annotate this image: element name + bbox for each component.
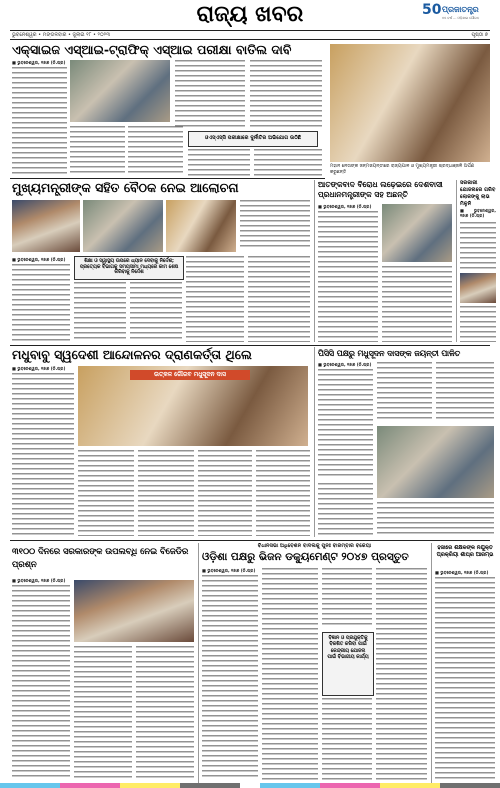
a3-headline: ମୁଖ୍ୟମନ୍ତ୍ରୀଙ୍କ ସହିତ ବୈଠକ ନେଇ ଆଲୋଚନା xyxy=(12,180,239,195)
a7-body-col4 xyxy=(318,483,373,536)
a4-headline: ଆତଙ୍କବାଦ ବିରୋଧ ଲଢ଼େଇରେ ଦେଶବାସୀ ପ୍ରଧାନମନ୍ତ୍ରୀଙ୍କ ସହ ଅଛନ୍ତି xyxy=(318,180,443,199)
a3-quote: ଶିକ୍ଷା ଓ ସ୍ୱାସ୍ଥ୍ୟ ଉପରେ ଧ୍ୟାନ ଦେବାକୁ ନିର୍ଦ୍ଦେଶ; ପ୍ରତ୍ୟେକ ବିଭାଗକୁ ସମୟସୀମା ମଧ୍ୟରେ କାମ ଶେଷ କରିବାକୁ ନିର୍ଦ୍ଦେଶ xyxy=(79,259,179,276)
a4-photo xyxy=(382,204,452,262)
a6-body-col2 xyxy=(78,450,134,536)
a3-body-col5 xyxy=(248,256,310,342)
a7-headline: ପିସିସି ପକ୍ଷରୁ ମଧୁସୂଦନ ଦାସଙ୍କ ଜୟନ୍ତୀ ପାଳିତ xyxy=(318,349,461,358)
a6-banner-text: ଉତ୍କଳ ଗୌରବ ମଧୁସୂଦନ ଦାସ xyxy=(154,371,226,378)
a10-byline: ■ ଭୁବନେଶ୍ୱର, ୧୭ା୭ (ନି.ପ୍ର) xyxy=(435,570,489,575)
page-title: ରାଜ୍ୟ ଖବର xyxy=(196,2,304,27)
a9-body-col2 xyxy=(262,568,318,780)
a8-body-col1 xyxy=(12,585,70,780)
a3-body-col1 xyxy=(12,264,70,342)
logo-number: 50 xyxy=(422,2,442,18)
a8-photo xyxy=(74,580,194,642)
a3-body-col4 xyxy=(186,256,244,342)
masthead xyxy=(0,0,500,30)
section-rule-2 xyxy=(10,345,490,346)
a1-body-col2 xyxy=(70,126,125,176)
a10-headline: ହଜାରେ ଶିକ୍ଷକଙ୍କ ନିଯୁକ୍ତି ପ୍ରକ୍ରିୟା ଶୀଘ୍ର ଆରମ୍ଭ xyxy=(436,545,494,559)
a3-body-col2 xyxy=(74,282,126,342)
a1-body-col7 xyxy=(254,149,322,176)
a7-body-col5 xyxy=(377,502,494,536)
col-divider-3 xyxy=(314,347,315,537)
a1-body-col4 xyxy=(175,60,245,128)
a3-photo-1 xyxy=(12,200,80,252)
a9-body-col1 xyxy=(202,575,258,780)
a1-highlight-box xyxy=(188,131,318,147)
a7-byline: ■ ଭୁବନେଶ୍ୱର, ୧୭ା୭ (ନି.ପ୍ର) xyxy=(318,362,372,367)
a1-byline: ■ ଭୁବନେଶ୍ୱର, ୧୭ା୭ (ନି.ପ୍ର) xyxy=(12,60,66,65)
a7-body-col3 xyxy=(436,362,494,422)
a4-byline: ■ ଭୁବନେଶ୍ୱର, ୧୭ା୭ (ନି.ପ୍ର) xyxy=(318,204,372,209)
a9-body-col3 xyxy=(322,568,372,628)
a5-body-col2 xyxy=(460,306,496,342)
a6-body-col3 xyxy=(138,450,194,536)
col-divider-2 xyxy=(456,180,457,342)
a8-headline: ୩୧୦୦ ଦିନରେ ସରକାରଙ୍କ ଉପଲବ୍ଧି ନେଇ ବିଜେଡିର ପ୍ରଶ୍ନ xyxy=(12,546,189,569)
masthead-rule-top xyxy=(10,30,490,31)
a9-byline: ■ ଭୁବନେଶ୍ୱର, ୧୭ା୭ (ନି.ପ୍ର) xyxy=(202,568,256,573)
a9-headline: ଓଡ଼ିଶା ପକ୍ଷରୁ ଭିଜନ ଡକ୍ୟୁମେଣ୍ଟ ୨୦୪୭ ପ୍ରସ୍ତୁତ xyxy=(202,551,409,563)
a9-body-col5 xyxy=(376,568,427,780)
a8-byline: ■ ଭୁବନେଶ୍ୱର, ୧୭ା୭ (ନି.ପ୍ର) xyxy=(12,578,66,583)
a7-body-col2 xyxy=(377,362,432,422)
a1-body-col1 xyxy=(12,67,67,175)
section-rule-1 xyxy=(10,178,325,179)
a9-highlight-text: ବିଜ୍ଞାନ ଓ ପ୍ରଯୁକ୍ତିକୁ ବିକଶିତ କରିବା ପାଇଁ କେନ୍ଦ୍ରୀୟ ଯୋଜନା ପାଇଁ ବିଭାଗୀୟ କାର୍ଯ୍ୟ xyxy=(327,636,369,661)
a5-byline: ■ ଭୁବନେଶ୍ୱର, ୧୭ା୭ (ନି.ପ୍ର) xyxy=(460,208,496,219)
a9-highlight-box xyxy=(322,632,374,696)
a3-byline: ■ ଭୁବନେଶ୍ୱର, ୧୭ା୭ (ନି.ପ୍ର) xyxy=(12,257,66,262)
col-divider-5 xyxy=(431,543,432,783)
a8-body-col2 xyxy=(74,646,132,780)
col-divider-4 xyxy=(198,543,199,783)
a5-body-col1 xyxy=(460,222,496,270)
a6-body-col5 xyxy=(256,450,310,536)
registration-marks xyxy=(0,783,500,788)
a3-photo-3 xyxy=(166,200,236,252)
a1-body-col6 xyxy=(188,149,250,176)
a1-highlight-text: ଓଏସ୍ଏସ୍‌ସି ପରୀକ୍ଷାରେ ଦୁର୍ନୀତିର ଅଭିଯୋଗ ଉଠିଛି xyxy=(204,135,302,141)
a6-byline: ■ ଭୁବନେଶ୍ୱର, ୧୭ା୭ (ନି.ପ୍ର) xyxy=(12,366,66,371)
a5-headline: ସରକାରୀ ଯୋଜନାରେ ଗରିବ ଲୋକଙ୍କୁ ଲାଭ ମିଳୁନି xyxy=(460,180,496,207)
a7-body-col1 xyxy=(318,369,373,479)
a6-headline: ମଧୁବାବୁ ସ୍ୱଦେଶୀ ଆନ୍ଦୋଳନର ଦ୍ରାଣକର୍ତ୍ତା ଥିଲେ xyxy=(12,347,252,362)
a6-banner xyxy=(130,370,250,380)
a6-body-col4 xyxy=(198,450,252,536)
a1-photo xyxy=(70,60,170,122)
masthead-rule-bottom xyxy=(10,39,490,40)
dateline: ଭୁବନେଶ୍ୱର • ମଙ୍ଗଳବାର • ଜୁଲାଇ ୧୮ • ୨୦୨୩ xyxy=(12,32,111,38)
a1-body-col3 xyxy=(128,126,183,176)
a4-body-col2 xyxy=(382,266,452,342)
a2-caption: ମହାନ ନେତାଙ୍କ ଜନ୍ମଜୟନ୍ତୀରେ ରାଜ୍ୟପାଳ ଓ ମୁଖ୍ୟମନ୍ତ୍ରୀ ଶ୍ରଦ୍ଧାଞ୍ଜଳି ଅର୍ପଣ କରୁଛନ୍ତି xyxy=(330,164,475,175)
a9-body-col4 xyxy=(322,698,372,780)
logo-name: ପ୍ରଜାତନ୍ତ୍ର xyxy=(442,5,479,14)
a1-body-col5 xyxy=(250,60,322,128)
logo-tagline: ୭୫ ବର୍ଷ ... ଓଡ଼ିଶାର ଗୌରବ xyxy=(442,16,480,20)
a2-photo xyxy=(330,44,490,162)
a5-portrait xyxy=(460,273,496,303)
a10-body xyxy=(435,577,495,780)
a9-kicker: ବିଧାନସଭା ଅଧିବେଶନ ବାଦଲକୁ ପୁନଃ ବାରମ୍ବାର ବକେୟା xyxy=(257,543,372,549)
a3-body-col3 xyxy=(130,282,182,342)
col-divider-1 xyxy=(314,180,315,342)
a3-body-col0 xyxy=(240,200,310,250)
a3-photo-2 xyxy=(83,200,163,252)
a3-quote-box xyxy=(74,256,184,280)
logo xyxy=(422,3,497,29)
a8-body-col3 xyxy=(136,646,194,780)
section-rule-3 xyxy=(10,540,490,541)
page-number: ପୃଷ୍ଠା ୭ xyxy=(471,32,488,38)
a1-headline: ଏକ୍ସାଇଜ ଏସ୍ଆଇ-ଟ୍ରାଫିକ୍ ଏସ୍ଆଇ ପରୀକ୍ଷା ବାତିଲ ଦାବି xyxy=(12,42,292,57)
a4-body-col1 xyxy=(318,211,378,342)
a7-statue-photo xyxy=(377,426,494,498)
a6-body-col1 xyxy=(12,373,74,536)
